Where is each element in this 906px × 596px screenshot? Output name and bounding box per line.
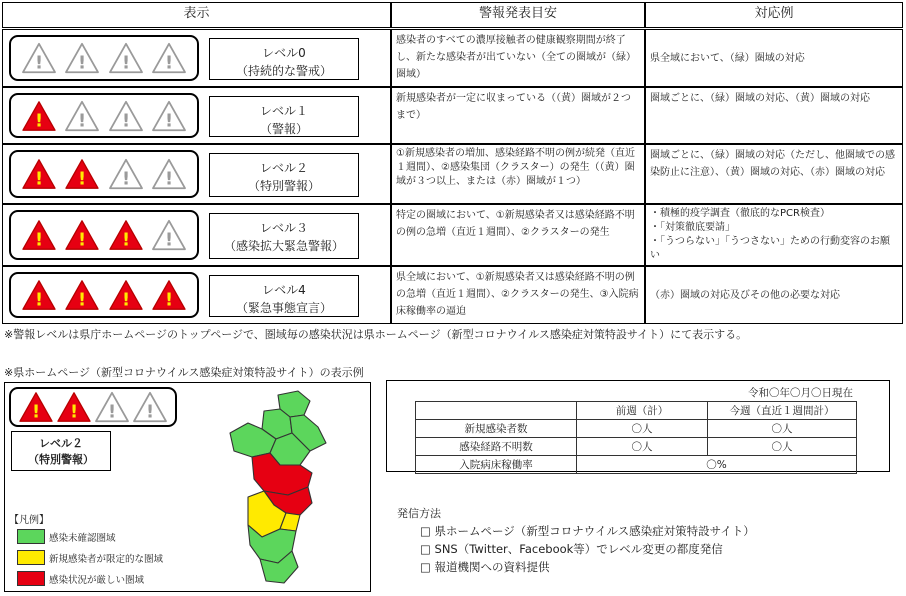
level-box <box>209 38 359 80</box>
svg-text:!: ! <box>78 169 87 190</box>
stats-header-row <box>416 402 857 420</box>
stats-date: 令和〇年〇月〇日現在 <box>748 387 853 399</box>
svg-text:!: ! <box>121 111 130 132</box>
level-sub: （持続的な警戒） <box>235 64 332 78</box>
criteria-cell: 感染者のすべての濃厚接触者の健康観察期間が終了し、新たな感染者が出ていない（全ての圏域が（緑）圏域） <box>391 29 645 87</box>
header-display: 表示 <box>2 2 391 28</box>
warning-gray-icon <box>151 158 187 190</box>
svg-text:!: ! <box>34 169 43 190</box>
level-sub: （特別警報） <box>247 179 320 193</box>
header-response: 対応例 <box>645 2 903 28</box>
table-row <box>416 456 857 474</box>
level-sub: （警報） <box>259 122 308 136</box>
svg-text:!: ! <box>165 111 174 132</box>
stats-header-curr: 今週（直近１週間計） <box>708 402 857 420</box>
response-cell: 圏域ごとに、（緑）圏域の対応、（黄）圏域の対応 <box>645 87 903 144</box>
stats-header-blank <box>416 402 577 420</box>
svg-text:!: ! <box>121 169 130 190</box>
dissemination-item: □ SNS（Twitter、Facebook等）でレベル変更の都度発信 <box>420 542 723 556</box>
level-label: レベル３ <box>259 221 308 235</box>
warning-red-icon <box>21 219 57 251</box>
legend-swatch <box>17 550 45 565</box>
warning-gray-icon <box>151 219 187 251</box>
svg-text:!: ! <box>165 169 174 190</box>
display-cell <box>2 266 391 324</box>
example-panel <box>4 382 371 592</box>
dissemination-item: □ 県ホームページ（新型コロナウイルス感染症対策特設サイト） <box>420 524 755 538</box>
svg-text:!: ! <box>78 53 87 74</box>
criteria-cell: ①新規感染者の増加、感染経路不明の例が続発（直近１週間）、②感染集団（クラスター）の発生（（黄）圏域が３つ以上、または（赤）圏域が１つ） <box>391 144 645 204</box>
warning-gray-icon <box>108 42 144 74</box>
stats-label: 新規感染者数 <box>416 420 577 438</box>
svg-text:!: ! <box>69 402 79 423</box>
legend-swatch <box>17 571 45 586</box>
warning-gray-icon <box>21 42 57 74</box>
response-cell: ・積極的疫学調査（徹底的なPCR検査） ・「対策徹底要請」 ・「うつらない」「うつさない」ための行動変容のお願い <box>645 204 903 266</box>
warning-icon-group <box>9 272 199 318</box>
svg-text:!: ! <box>34 290 43 311</box>
warning-gray-icon <box>94 391 130 423</box>
stats-frame <box>386 380 890 472</box>
warning-icon-group <box>9 210 199 260</box>
display-cell <box>2 204 391 266</box>
stats-value: 〇% <box>577 456 857 474</box>
warning-red-icon <box>108 219 144 251</box>
level-label: レベル0 <box>262 46 306 60</box>
level-label: レベル１ <box>259 104 308 118</box>
warning-icon-group <box>9 93 199 138</box>
svg-text:!: ! <box>121 53 130 74</box>
level-box <box>209 275 359 317</box>
legend <box>17 526 217 589</box>
level-sub: （感染拡大緊急警報） <box>223 239 344 253</box>
legend-item <box>17 568 217 589</box>
example-level-sub: （特別警報） <box>28 453 94 466</box>
legend-label: 感染状況が厳しい圏域 <box>49 574 145 586</box>
stats-label: 感染経路不明数 <box>416 438 577 456</box>
warning-red-icon <box>56 391 92 423</box>
warning-gray-icon <box>64 100 100 132</box>
note-1: ※警報レベルは県庁ホームページのトップページで、圏域毎の感染状況は県ホームページ（新型コロナウイルス感染症対策特設サイト）にて表示する。 <box>4 328 748 341</box>
warning-gray-icon <box>108 158 144 190</box>
dissemination-list <box>420 522 755 576</box>
warning-gray-icon <box>151 42 187 74</box>
warning-icon-group <box>9 150 199 198</box>
legend-label: 感染未確認圏域 <box>49 532 116 544</box>
svg-text:!: ! <box>107 402 117 423</box>
warning-red-icon <box>64 219 100 251</box>
level-sub: （緊急事態宣言） <box>235 301 332 315</box>
level-box <box>209 96 359 137</box>
stats-value: 〇人 <box>577 420 708 438</box>
criteria-cell: 県全域において、①新規感染者又は感染経路不明の例の急増（直近１週間）、②クラスターの発生、③入院病床稼働率の逼迫 <box>391 266 645 324</box>
level-label: レベル２ <box>259 161 308 175</box>
level-box <box>209 153 359 197</box>
header-criteria: 警報発表目安 <box>391 2 645 28</box>
warning-red-icon <box>64 279 100 311</box>
display-cell <box>2 87 391 144</box>
legend-item <box>17 526 217 547</box>
warning-red-icon <box>21 158 57 190</box>
example-level-label: レベル２ <box>39 437 83 450</box>
svg-text:!: ! <box>165 290 174 311</box>
stats-value: 〇人 <box>708 438 857 456</box>
display-cell <box>2 29 391 87</box>
warning-icon-group <box>9 35 199 81</box>
criteria-cell: 新規感染者が一定に収まっている（（黄）圏域が２つまで） <box>391 87 645 144</box>
svg-text:!: ! <box>34 111 43 132</box>
warning-gray-icon <box>108 100 144 132</box>
warning-red-icon <box>21 100 57 132</box>
legend-title: 【凡例】 <box>9 515 49 526</box>
level-box <box>209 213 359 259</box>
dissemination-title: 発信方法 <box>397 507 441 520</box>
warning-gray-icon <box>132 391 168 423</box>
svg-text:!: ! <box>165 230 174 251</box>
warning-red-icon <box>151 279 187 311</box>
svg-text:!: ! <box>34 230 43 251</box>
stats-header-prev: 前週（計） <box>577 402 708 420</box>
warning-gray-icon <box>151 100 187 132</box>
svg-text:!: ! <box>165 53 174 74</box>
criteria-cell: 特定の圏域において、①新規感染者又は感染経路不明の例の急増（直近１週間）、②クラスターの発生 <box>391 204 645 266</box>
warning-red-icon <box>64 158 100 190</box>
legend-swatch <box>17 529 45 544</box>
display-cell <box>2 144 391 204</box>
response-cell: 圏域ごとに、（緑）圏域の対応（ただし、他圏域での感染防止に注意）、（黄）圏域の対応、（赤）圏域の対応 <box>645 144 903 204</box>
dissemination-item: □ 報道機関への資料提供 <box>420 560 550 574</box>
stats-label: 入院病床稼働率 <box>416 456 577 474</box>
warning-gray-icon <box>64 42 100 74</box>
warning-red-icon <box>108 279 144 311</box>
response-cell: 県全域において、（緑）圏域の対応 <box>645 29 903 87</box>
level-label: レベル4 <box>262 283 306 297</box>
example-icon-box <box>9 387 177 427</box>
table-row <box>416 420 857 438</box>
svg-text:!: ! <box>78 290 87 311</box>
table-row <box>416 438 857 456</box>
warning-red-icon <box>18 391 54 423</box>
svg-text:!: ! <box>78 230 87 251</box>
svg-text:!: ! <box>121 230 130 251</box>
svg-text:!: ! <box>78 111 87 132</box>
svg-text:!: ! <box>145 402 155 423</box>
stats-value: 〇人 <box>577 438 708 456</box>
note-2: ※県ホームページ（新型コロナウイルス感染症対策特設サイト）の表示例 <box>4 366 364 379</box>
stats-table <box>415 401 857 474</box>
example-level-box <box>11 431 111 471</box>
warning-red-icon <box>21 279 57 311</box>
stats-value: 〇人 <box>708 420 857 438</box>
response-cell: （赤）圏域の対応及びその他の必要な対応 <box>645 266 903 324</box>
svg-text:!: ! <box>34 53 43 74</box>
legend-label: 新規感染者が限定的な圏域 <box>49 553 164 565</box>
legend-item <box>17 547 217 568</box>
svg-text:!: ! <box>31 402 41 423</box>
prefecture-map <box>200 387 340 587</box>
svg-text:!: ! <box>121 290 130 311</box>
